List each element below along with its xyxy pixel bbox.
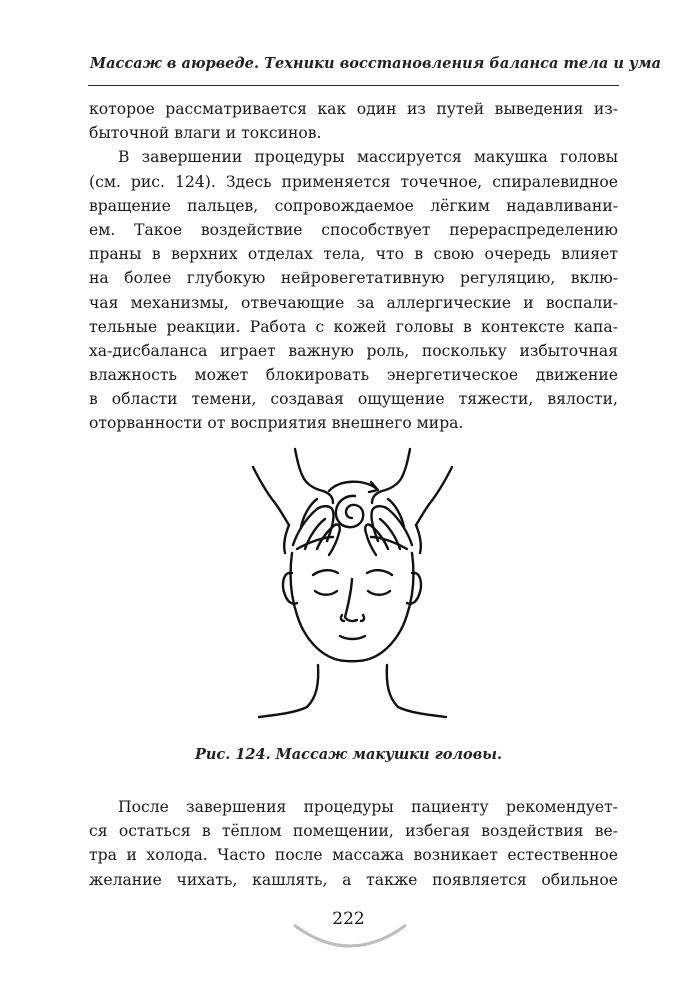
text-line: оторванности от восприятия внешнего мира. <box>89 414 464 433</box>
text-line: ха-дисбаланса играет важную роль, поскольку избыточная <box>89 341 618 360</box>
text-line: тельные реакции. Работа с кожей головы в контексте капа- <box>89 317 618 336</box>
text-line: влажность может блокировать энергетическое движение <box>89 366 618 385</box>
text-line: (см. рис. 124). Здесь применяется точечное, спиралевидное <box>89 172 618 191</box>
header-rule <box>88 85 619 86</box>
text-line: ем. Такое воздействие способствует перераспределению <box>89 220 618 239</box>
text-line: После завершения процедуры пациенту рекомендует- <box>118 798 618 816</box>
text-line: ся остаться в тёплом помещении, избегая воздействия ве- <box>89 822 618 841</box>
page-number: 222 <box>332 909 365 929</box>
text-line: праны в верхних отделах тела, что в свою очередь влияет <box>89 245 618 264</box>
text-line: вращение пальцев, сопровождаемое лёгким надавливани- <box>89 196 618 215</box>
text-line: которое рассматривается как один из путей выведения из- <box>89 100 618 118</box>
text-line: тра и холода. Часто после массажа возникает естественное <box>89 846 618 865</box>
text-line: быточной влаги и токсинов. <box>89 124 322 143</box>
text-line: чая механизмы, отвечающие за аллергические и воспали- <box>89 293 618 312</box>
head-massage-figure <box>245 445 460 720</box>
text-line: желание чихать, кашлять, а также появляется обильное <box>89 870 618 889</box>
text-column-top <box>89 97 618 436</box>
head-crown-massage-icon <box>245 445 460 720</box>
figure-caption: Рис. 124. Массаж макушки головы. <box>194 746 503 763</box>
running-head: Массаж в аюрведе. Техники восстановления баланса тела и ума <box>90 55 662 72</box>
text-line: в области темени, создавая ощущение тяжести, вялости, <box>89 390 618 409</box>
text-line: В завершении процедуры массируется макушка головы <box>118 148 618 167</box>
text-column-bottom <box>89 795 618 892</box>
text-line: на более глубокую нейровегетативную регуляцию, вклю- <box>89 269 618 288</box>
